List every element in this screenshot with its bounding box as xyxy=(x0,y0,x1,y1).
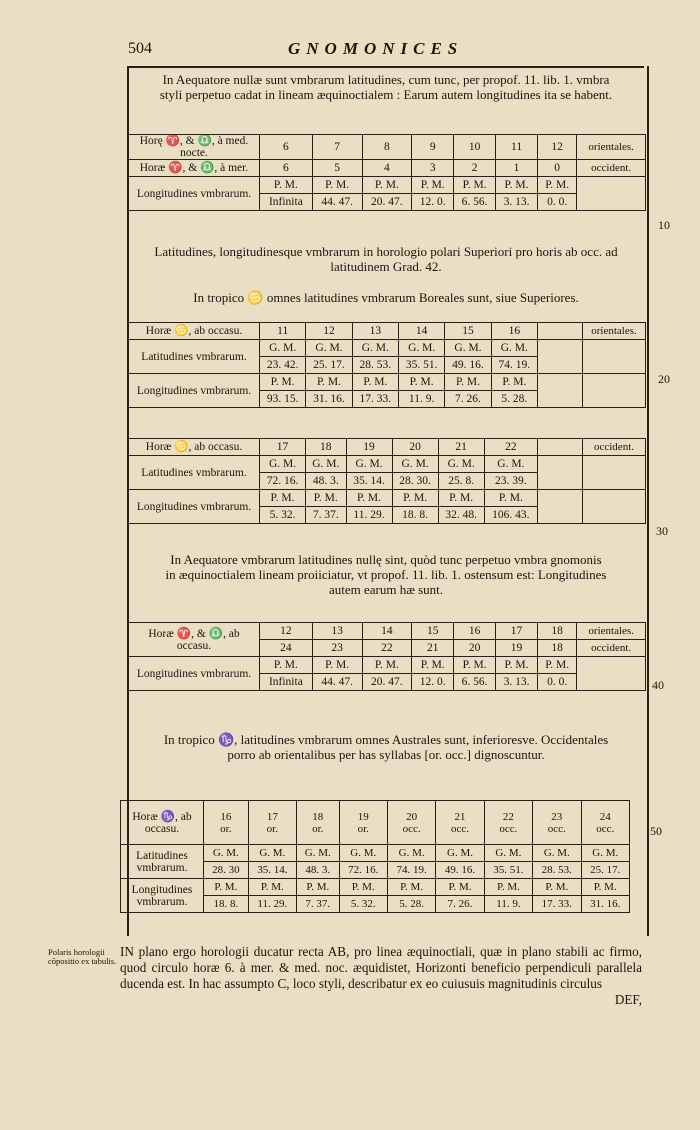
table-cell: 23 xyxy=(312,640,362,657)
table-cell: 16 xyxy=(220,810,232,823)
catchword: DEF, xyxy=(614,992,642,1007)
table-cell: 7. 26. xyxy=(445,391,491,408)
table-cell: G. M. xyxy=(484,456,537,473)
table-cell: P. M. xyxy=(538,177,577,194)
table-cell: 5. 28. xyxy=(387,896,435,913)
table-cell: P. M. xyxy=(260,177,313,194)
table-cell: 21 xyxy=(412,640,454,657)
running-head xyxy=(128,40,640,64)
table-cell: 0. 0. xyxy=(538,674,577,691)
table-cell: 6. 56. xyxy=(454,674,496,691)
table-side-label: occident. xyxy=(577,640,646,657)
table-cell: 44. 47. xyxy=(312,674,362,691)
margin-line-number: 40 xyxy=(652,678,664,692)
table-cell: 7. 37. xyxy=(297,896,340,913)
table-cell: 28. 53. xyxy=(533,862,581,879)
table-cell: 11. 29. xyxy=(346,507,392,524)
table-equator-sunset xyxy=(128,622,646,691)
table-empty-cell xyxy=(583,456,646,490)
table-label: Horæ ♋, ab occasu. xyxy=(129,439,260,456)
table-cell: 23. 39. xyxy=(484,473,537,490)
table-cell: 23. 42. xyxy=(260,357,306,374)
margin-line-number: 50 xyxy=(650,824,662,838)
table-cell: 0 xyxy=(538,160,577,177)
table-hour-cell xyxy=(387,801,435,845)
table-cell: P. M. xyxy=(204,879,249,896)
table-cell: or. xyxy=(220,822,232,835)
table-empty-cell xyxy=(577,177,646,211)
table-cell: or. xyxy=(312,822,324,835)
table-cell: 20 xyxy=(454,640,496,657)
table-cell: P. M. xyxy=(538,657,577,674)
table-cell: 17 xyxy=(496,623,538,640)
table-cell: 1 xyxy=(496,160,538,177)
table-cell: 20. 47. xyxy=(362,674,412,691)
table-cell: P. M. xyxy=(454,657,496,674)
table-cell: 74. 19. xyxy=(491,357,537,374)
table-cell: Infinita xyxy=(260,194,313,211)
table-cell: P. M. xyxy=(260,657,313,674)
table-cell: G. M. xyxy=(352,340,398,357)
running-title: GNOMONICES xyxy=(288,39,464,58)
table-empty-cell xyxy=(538,456,583,490)
heading-capricorn: In tropico ♑, latitudines vmbrarum omnes Australes sunt, inferioresve. Occidentales porro ab orientalibus per has syllabas [or. occ.] dignoscuntur. xyxy=(163,732,609,762)
table-hour-cell xyxy=(484,801,532,845)
table-cell: P. M. xyxy=(412,177,454,194)
table-cell: G. M. xyxy=(204,845,249,862)
table-cell: 2 xyxy=(454,160,496,177)
table-cell: 25. 17. xyxy=(306,357,352,374)
table-cell: 12. 0. xyxy=(412,674,454,691)
table-cell: 12 xyxy=(260,623,313,640)
table-cell: 7. 26. xyxy=(436,896,484,913)
table-label: Horæ ♋, ab occasu. xyxy=(129,323,260,340)
table-cancer-west xyxy=(128,438,646,524)
table-label: Latitudines vmbrarum. xyxy=(129,340,260,374)
table-cell: P. M. xyxy=(297,879,340,896)
table-cell: 11 xyxy=(496,135,538,160)
table-cell: 72. 16. xyxy=(339,862,387,879)
table-cell: 22 xyxy=(484,439,537,456)
table-cell: 11. 9. xyxy=(398,391,444,408)
table-cell: 17 xyxy=(260,439,306,456)
table-cell: 0. 0. xyxy=(538,194,577,211)
table-cell: 44. 47. xyxy=(312,194,362,211)
table-hour-cell xyxy=(339,801,387,845)
table-cell: P. M. xyxy=(496,657,538,674)
table-cell: 5 xyxy=(312,160,362,177)
table-cell: 20 xyxy=(406,810,418,823)
table-empty-cell xyxy=(583,340,646,374)
table-label: Longitudines vmbrarum. xyxy=(129,657,260,691)
table-cell: G. M. xyxy=(445,340,491,357)
table-side-label: orientales. xyxy=(583,323,646,340)
table-cell: 21 xyxy=(454,810,466,823)
table-cell: 6 xyxy=(260,160,313,177)
table-label: Horę ♈, & ♎, à med. nocte. xyxy=(129,135,260,160)
table-empty-cell xyxy=(538,323,583,340)
table-label: Horæ ♈, & ♎, à mer. xyxy=(129,160,260,177)
table-cancer-east xyxy=(128,322,646,408)
table-cell: 14 xyxy=(398,323,444,340)
table-cell: 22 xyxy=(502,810,514,823)
table-cell: 35. 14. xyxy=(346,473,392,490)
table-cell: G. M. xyxy=(339,845,387,862)
table-cell: 11. 29. xyxy=(248,896,296,913)
table-cell: G. M. xyxy=(491,340,537,357)
table-empty-cell xyxy=(583,374,646,408)
table-cell: 13 xyxy=(352,323,398,340)
table-cell: 35. 51. xyxy=(398,357,444,374)
body-text: IN plano ergo horologii ducatur recta AB, pro linea æquinoctiali, quæ in plano stabili ac firmo, quod circulo horæ 6. à mer. & med. noc. æquidistet, Horizonti beneficio perpendiculi parallela ducenda est. In hac assumpto C, loco styli, describatur ex eo cuiusuis magnitudinis circulus xyxy=(120,944,642,991)
table-empty-cell xyxy=(538,340,583,374)
table-cell: 4 xyxy=(362,160,412,177)
heading-cancer: In tropico ♋ omnes latitudines vmbrarum Boreales sunt, siue Superiores. xyxy=(193,290,579,305)
table-cell: P. M. xyxy=(436,879,484,896)
table-cell: 32. 48. xyxy=(438,507,484,524)
table-cell: occ. xyxy=(596,822,615,835)
table-cell: G. M. xyxy=(533,845,581,862)
margin-line-number: 10 xyxy=(658,218,670,232)
table-cell: P. M. xyxy=(306,374,352,391)
table-cell: G. M. xyxy=(306,340,352,357)
table-cell: G. M. xyxy=(260,340,306,357)
table-hour-cell xyxy=(581,801,630,845)
table-cell: P. M. xyxy=(392,490,438,507)
table-cell: P. M. xyxy=(260,374,306,391)
table-cell: P. M. xyxy=(362,177,412,194)
table-side-label: orientales. xyxy=(577,623,646,640)
table-cell: 20. 47. xyxy=(362,194,412,211)
table-cell: G. M. xyxy=(297,845,340,862)
table-cell: G. M. xyxy=(260,456,306,473)
table-cell: P. M. xyxy=(260,490,306,507)
table-label: Horæ ♈, & ♎, ab occasu. xyxy=(129,623,260,657)
table-cell: P. M. xyxy=(312,177,362,194)
table-capricorn xyxy=(120,800,630,913)
table-side-label: occident. xyxy=(583,439,646,456)
table-cell: 8 xyxy=(362,135,412,160)
table-cell: 72. 16. xyxy=(260,473,306,490)
table-cell: P. M. xyxy=(339,879,387,896)
table-cell: occ. xyxy=(402,822,421,835)
table-cell: 20 xyxy=(392,439,438,456)
margin-note: Polaris horologii cōpositio ex tabulis. xyxy=(48,947,117,966)
table-empty-cell xyxy=(538,439,583,456)
table-cell: 48. 3. xyxy=(297,862,340,879)
table-empty-cell xyxy=(538,490,583,524)
table-cell: P. M. xyxy=(533,879,581,896)
table-cell: P. M. xyxy=(306,490,346,507)
table-cell: P. M. xyxy=(454,177,496,194)
table-side-label: occident. xyxy=(577,160,646,177)
table-cell: P. M. xyxy=(362,657,412,674)
table-cell: G. M. xyxy=(484,845,532,862)
table-cell: 3. 13. xyxy=(496,674,538,691)
heading-equator-2: In Aequatore vmbrarum latitudines nullę sint, quòd tunc perpetuo vmbra gnomonis in æquinoctialem lineam proiiciatur, vt propof. 11. lib. 1. ostensum est: Longitudines autem earum hæ sunt. xyxy=(165,552,607,597)
table-cell: 31. 16. xyxy=(581,896,630,913)
table-cell: G. M. xyxy=(438,456,484,473)
table-cell: P. M. xyxy=(491,374,537,391)
intro-equator: In Aequatore nullæ sunt vmbrarum latitudines, cum tunc, per propof. 11. lib. 1. vmbra styli perpetuo cadat in lineam æquinoctialem : Earum autem longitudines ita se habent. xyxy=(159,72,613,102)
table-cell: 17. 33. xyxy=(352,391,398,408)
table-cell: G. M. xyxy=(398,340,444,357)
table-cell: P. M. xyxy=(484,879,532,896)
table-cell: 3. 13. xyxy=(496,194,538,211)
table-cell: 11 xyxy=(260,323,306,340)
table-cell: 93. 15. xyxy=(260,391,306,408)
table-cell: 19 xyxy=(496,640,538,657)
table-cell: P. M. xyxy=(398,374,444,391)
table-cell: 18. 8. xyxy=(392,507,438,524)
table-cell: 12 xyxy=(538,135,577,160)
table-cell: or. xyxy=(266,822,278,835)
table-cell: 19 xyxy=(357,810,369,823)
table-label: Latitudines vmbrarum. xyxy=(121,845,204,879)
table-cell: 3 xyxy=(412,160,454,177)
table-cell: P. M. xyxy=(387,879,435,896)
table-cell: 18 xyxy=(538,640,577,657)
table-hour-cell xyxy=(248,801,296,845)
table-cell: Infinita xyxy=(260,674,313,691)
table-label: Longitudines vmbrarum. xyxy=(129,177,260,211)
table-cell: P. M. xyxy=(581,879,630,896)
table-cell: 24 xyxy=(260,640,313,657)
table-cell: G. M. xyxy=(387,845,435,862)
table-cell: G. M. xyxy=(248,845,296,862)
table-equator-hours xyxy=(128,134,646,211)
table-cell: 17. 33. xyxy=(533,896,581,913)
table-empty-cell xyxy=(583,490,646,524)
table-empty-cell xyxy=(538,374,583,408)
table-cell: 14 xyxy=(362,623,412,640)
table-cell: 19 xyxy=(346,439,392,456)
table-cell: 25. 8. xyxy=(438,473,484,490)
table-cell: 7 xyxy=(312,135,362,160)
table-cell: G. M. xyxy=(392,456,438,473)
table-cell: 17 xyxy=(266,810,278,823)
table-cell: P. M. xyxy=(346,490,392,507)
table-cell: G. M. xyxy=(346,456,392,473)
table-cell: 6. 56. xyxy=(454,194,496,211)
table-cell: P. M. xyxy=(412,657,454,674)
table-label: Latitudines vmbrarum. xyxy=(129,456,260,490)
body-paragraph xyxy=(120,944,642,1008)
table-cell: 28. 30. xyxy=(392,473,438,490)
table-cell: G. M. xyxy=(306,456,346,473)
table-cell: 24 xyxy=(599,810,611,823)
rule xyxy=(128,66,644,68)
table-cell: 25. 17. xyxy=(581,862,630,879)
table-cell: 49. 16. xyxy=(436,862,484,879)
table-cell: G. M. xyxy=(581,845,630,862)
table-cell: 49. 16. xyxy=(445,357,491,374)
table-cell: occ. xyxy=(451,822,470,835)
table-cell: G. M. xyxy=(436,845,484,862)
table-cell: 28. 30 xyxy=(204,862,249,879)
table-cell: 6 xyxy=(260,135,313,160)
table-label: Longitudines vmbrarum. xyxy=(129,374,260,408)
table-cell: 18 xyxy=(538,623,577,640)
table-cell: P. M. xyxy=(248,879,296,896)
heading-polar: Latitudines, longitudinesque vmbrarum in horologio polari Superiori pro horis ab occ. ad latitudinem Grad. 42. xyxy=(154,244,618,274)
table-hour-cell xyxy=(204,801,249,845)
table-label: Longitudines vmbrarum. xyxy=(121,879,204,913)
table-hour-cell xyxy=(533,801,581,845)
table-cell: 11. 9. xyxy=(484,896,532,913)
table-hour-cell xyxy=(436,801,484,845)
table-cell: 28. 53. xyxy=(352,357,398,374)
table-cell: P. M. xyxy=(312,657,362,674)
table-cell: 16 xyxy=(454,623,496,640)
table-cell: occ. xyxy=(499,822,518,835)
table-cell: 10 xyxy=(454,135,496,160)
table-side-label: orientales. xyxy=(577,135,646,160)
table-cell: P. M. xyxy=(496,177,538,194)
table-cell: P. M. xyxy=(352,374,398,391)
table-cell: 9 xyxy=(412,135,454,160)
table-label: Longitudines vmbrarum. xyxy=(129,490,260,524)
margin-line-number: 20 xyxy=(658,372,670,386)
table-cell: 35. 14. xyxy=(248,862,296,879)
table-cell: 22 xyxy=(362,640,412,657)
table-cell: 16 xyxy=(491,323,537,340)
table-cell: 23 xyxy=(551,810,563,823)
table-cell: 15 xyxy=(412,623,454,640)
table-cell: 7. 37. xyxy=(306,507,346,524)
table-hour-cell xyxy=(297,801,340,845)
table-cell: 12 xyxy=(306,323,352,340)
table-cell: or. xyxy=(357,822,369,835)
table-cell: 18 xyxy=(306,439,346,456)
table-cell: 48. 3. xyxy=(306,473,346,490)
table-cell: 31. 16. xyxy=(306,391,352,408)
page-number: 504 xyxy=(128,40,152,57)
table-cell: 18. 8. xyxy=(204,896,249,913)
table-cell: 21 xyxy=(438,439,484,456)
table-cell: 5. 32. xyxy=(260,507,306,524)
table-cell: 35. 51. xyxy=(484,862,532,879)
table-cell: 15 xyxy=(445,323,491,340)
table-cell: 5. 32. xyxy=(339,896,387,913)
table-cell: 106. 43. xyxy=(484,507,537,524)
table-cell: 13 xyxy=(312,623,362,640)
table-cell: 18 xyxy=(312,810,324,823)
table-label: Horæ ♑, ab occasu. xyxy=(121,801,204,845)
table-cell: P. M. xyxy=(445,374,491,391)
table-cell: occ. xyxy=(547,822,566,835)
table-cell: 74. 19. xyxy=(387,862,435,879)
table-cell: P. M. xyxy=(484,490,537,507)
table-empty-cell xyxy=(577,657,646,691)
table-cell: P. M. xyxy=(438,490,484,507)
table-cell: 5. 28. xyxy=(491,391,537,408)
table-cell: 12. 0. xyxy=(412,194,454,211)
margin-line-number: 30 xyxy=(656,524,668,538)
